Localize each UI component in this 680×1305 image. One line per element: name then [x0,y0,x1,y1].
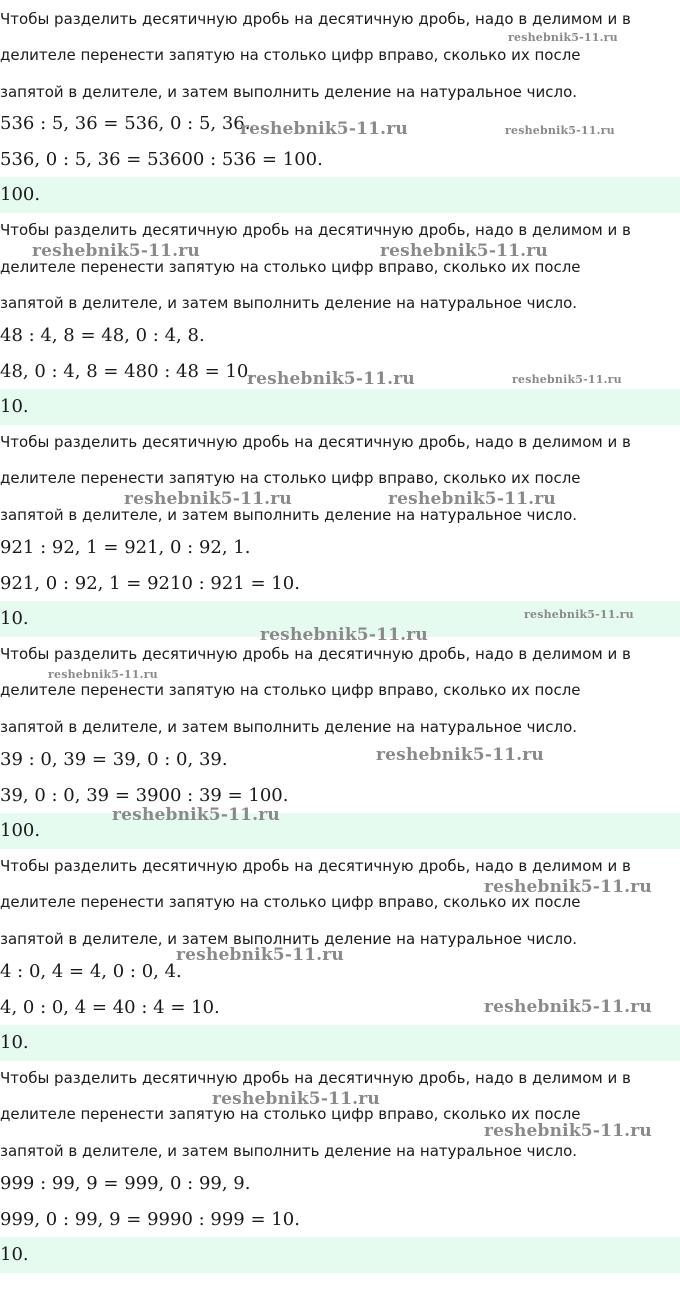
answer-6: 10. [0,1244,29,1265]
watermark: reshebnik5-11.ru [32,241,200,261]
watermark: reshebnik5-11.ru [124,489,292,509]
rule-line-3: запятой в делителе, и затем выполнить деление на натуральное число. [0,718,578,736]
equation-6a: 999 : 99, 9 = 999, 0 : 99, 9. [0,1173,251,1194]
equation-4b: 39, 0 : 0, 39 = 3900 : 39 = 100. [0,785,289,806]
rule-line-3: запятой в делителе, и затем выполнить деление на натуральное число. [0,83,578,101]
rule-line-2: делителе перенести запятую на столько цифр вправо, сколько их после [0,469,581,487]
equation-5b: 4, 0 : 0, 4 = 40 : 4 = 10. [0,997,220,1018]
rule-line-2: делителе перенести запятую на столько цифр вправо, сколько их после [0,1105,581,1123]
watermark: reshebnik5-11.ru [247,369,415,389]
answer-3: 10. [0,608,29,629]
rule-line-3: запятой в делителе, и затем выполнить деление на натуральное число. [0,930,578,948]
equation-2b: 48, 0 : 4, 8 = 480 : 48 = 10. [0,361,255,382]
rule-line-2: делителе перенести запятую на столько цифр вправо, сколько их после [0,46,581,64]
watermark: reshebnik5-11.ru [212,1089,380,1109]
rule-line-1: Чтобы разделить десятичную дробь на десятичную дробь, надо в делимом и в [0,645,631,663]
watermark: reshebnik5-11.ru [388,489,556,509]
answer-row [0,1237,680,1273]
watermark: reshebnik5-11.ru [112,805,280,825]
watermark: reshebnik5-11.ru [48,668,158,681]
watermark: reshebnik5-11.ru [484,877,652,897]
equation-4a: 39 : 0, 39 = 39, 0 : 0, 39. [0,749,228,770]
answer-4: 100. [0,820,41,841]
equation-6b: 999, 0 : 99, 9 = 9990 : 999 = 10. [0,1209,300,1230]
rule-line-2: делителе перенести запятую на столько цифр вправо, сколько их после [0,258,581,276]
equation-1a: 536 : 5, 36 = 536, 0 : 5, 36. [0,113,251,134]
answer-5: 10. [0,1032,29,1053]
answer-row [0,1025,680,1061]
rule-line-1: Чтобы разделить десятичную дробь на десятичную дробь, надо в делимом и в [0,433,631,451]
rule-line-1: Чтобы разделить десятичную дробь на десятичную дробь, надо в делимом и в [0,221,631,239]
watermark: reshebnik5-11.ru [512,373,622,386]
rule-line-3: запятой в делителе, и затем выполнить деление на натуральное число. [0,1142,578,1160]
equation-5a: 4 : 0, 4 = 4, 0 : 0, 4. [0,961,182,982]
answer-row [0,177,680,213]
rule-line-1: Чтобы разделить десятичную дробь на десятичную дробь, надо в делимом и в [0,857,631,875]
watermark: reshebnik5-11.ru [240,119,408,139]
answer-row [0,813,680,849]
watermark: reshebnik5-11.ru [524,608,634,621]
rule-line-1: Чтобы разделить десятичную дробь на десятичную дробь, надо в делимом и в [0,1069,631,1087]
watermark: reshebnik5-11.ru [260,625,428,645]
answer-row [0,389,680,425]
equation-3a: 921 : 92, 1 = 921, 0 : 92, 1. [0,537,251,558]
rule-line-2: делителе перенести запятую на столько цифр вправо, сколько их после [0,893,581,911]
equation-3b: 921, 0 : 92, 1 = 9210 : 921 = 10. [0,573,300,594]
watermark: reshebnik5-11.ru [176,945,344,965]
equation-2a: 48 : 4, 8 = 48, 0 : 4, 8. [0,325,205,346]
watermark: reshebnik5-11.ru [508,31,618,44]
rule-line-3: запятой в делителе, и затем выполнить деление на натуральное число. [0,506,578,524]
rule-line-2: делителе перенести запятую на столько цифр вправо, сколько их после [0,681,581,699]
equation-1b: 536, 0 : 5, 36 = 53600 : 536 = 100. [0,149,323,170]
watermark: reshebnik5-11.ru [376,745,544,765]
rule-line-1: Чтобы разделить десятичную дробь на десятичную дробь, надо в делимом и в [0,10,631,28]
watermark: reshebnik5-11.ru [484,997,652,1017]
watermark: reshebnik5-11.ru [380,241,548,261]
watermark: reshebnik5-11.ru [484,1121,652,1141]
answer-1: 100. [0,184,41,205]
rule-line-3: запятой в делителе, и затем выполнить деление на натуральное число. [0,294,578,312]
answer-2: 10. [0,396,29,417]
watermark: reshebnik5-11.ru [505,124,615,137]
